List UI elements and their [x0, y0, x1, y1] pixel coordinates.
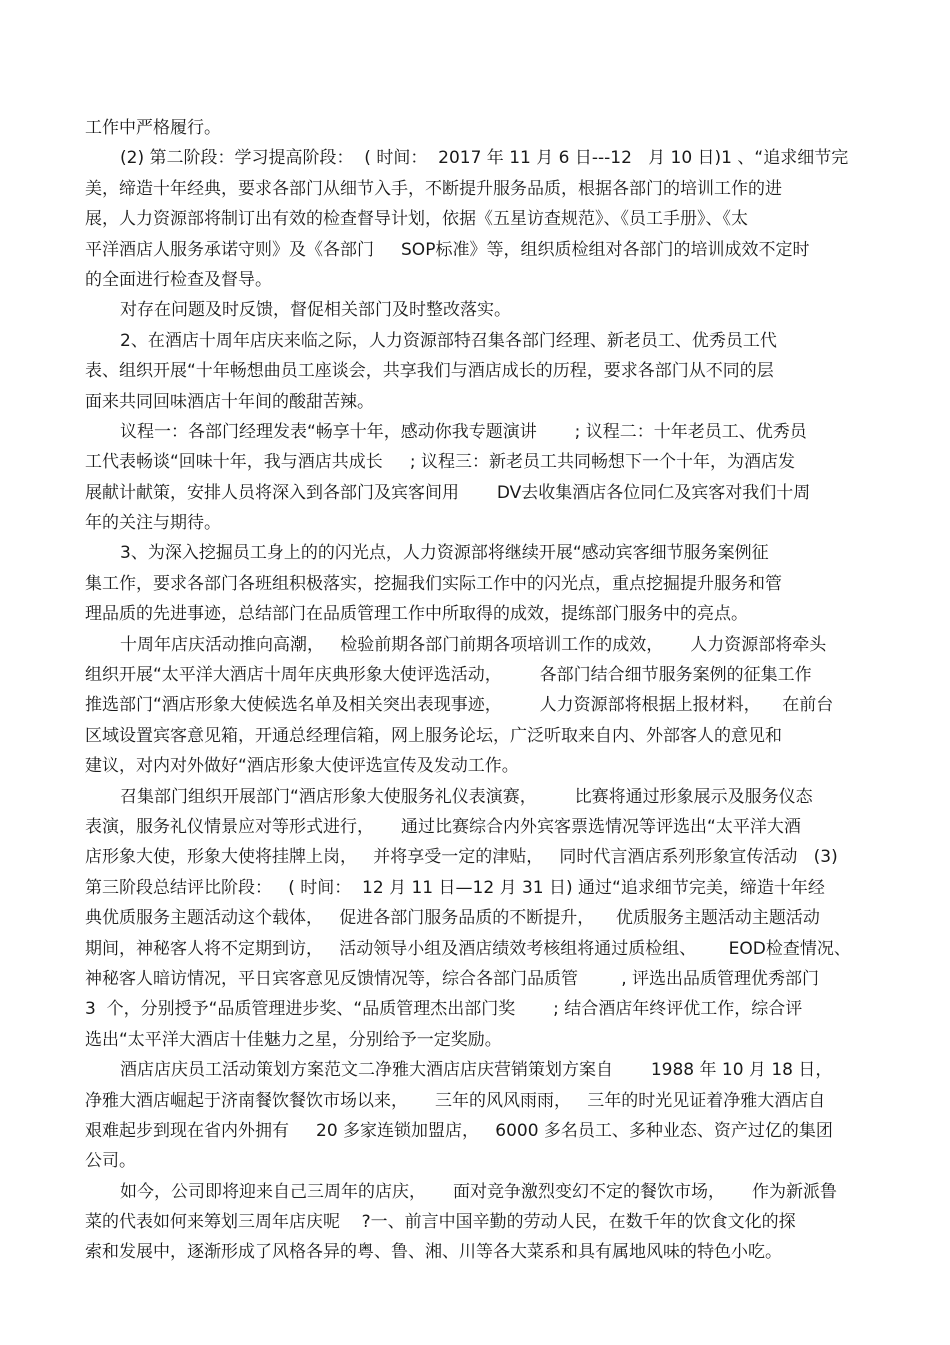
- text-line: 区域设置宾客意见箱，开通总经理信箱，网上服务论坛，广泛听取来自内、外部客人的意见和: [85, 725, 782, 746]
- document-page: [85, 113, 865, 1268]
- paragraph: [85, 630, 865, 782]
- paragraph: [85, 1055, 865, 1177]
- text-line: 表、组织开展“十年畅想曲员工座谈会，共享我们与酒店成长的历程，要求各部门从不同的层: [85, 361, 774, 382]
- paragraph: [85, 143, 865, 295]
- text-line: 3、为深入挖掘员工身上的的闪光点，人力资源部将继续开展“感动宾客细节服务案例征: [120, 543, 769, 564]
- text-line: 店形象大使，形象大使将挂牌上岗， 并将享受一定的津贴， 同时代言酒店系列形象宣传活动 (3): [85, 847, 838, 868]
- paragraph: [85, 326, 865, 417]
- text-line: 理品质的先进事迹，总结部门在品质管理工作中所取得的成效，提练部门服务中的亮点。: [85, 604, 748, 625]
- text-line: 推选部门“酒店形象大使候选名单及相关突出表现事迹， 人力资源部将根据上报材料， 在前台: [85, 695, 834, 716]
- text-line: 期间，神秘客人将不定期到访， 活动领导小组及酒店绩效考核组将通过质检组、 EOD检查情况、: [85, 938, 851, 959]
- text-line: 如今，公司即将迎来自己三周年的店庆， 面对竞争激烈变幻不定的餐饮市场， 作为新派鲁: [120, 1181, 838, 1202]
- paragraph: [85, 1177, 865, 1268]
- text-line: (2) 第二阶段：学习提高阶段： ( 时间： 2017 年 11 月 6 日---12 月 10 日)1 、“追求细节完: [120, 148, 849, 169]
- text-line: 集工作，要求各部门各班组积极落实，挖掘我们实际工作中的闪光点，重点挖掘提升服务和管: [85, 573, 782, 594]
- text-line: 年的关注与期待。: [85, 513, 221, 534]
- text-line: 面来共同回味酒店十年间的酸甜苦辣。: [85, 391, 374, 412]
- text-line: 选出“太平洋大酒店十佳魅力之星，分别给予一定奖励。: [85, 1029, 502, 1050]
- text-line: 建议，对内对外做好“酒店形象大使评选宣传及发动工作。: [85, 756, 519, 777]
- text-line: 美，缔造十年经典，要求各部门从细节入手，不断提升服务品质，根据各部门的培训工作的进: [85, 178, 782, 199]
- text-line: 对存在问题及时反馈，督促相关部门及时整改落实。: [120, 300, 511, 321]
- text-line: 工代表畅谈“回味十年，我与酒店共成长 ; 议程三：新老员工共同畅想下一个十年，为酒店发: [85, 452, 795, 473]
- text-line: 十周年店庆活动推向高潮， 检验前期各部门前期各项培训工作的成效， 人力资源部将牵头: [120, 634, 827, 655]
- text-line: 的全面进行检查及督导。: [85, 269, 272, 290]
- text-line: 平洋酒店人服务承诺守则》及《各部门 SOP标准》等，组织质检组对各部门的培训成效不定时: [85, 239, 810, 260]
- text-line: 酒店店庆员工活动策划方案范文二净雅大酒店店庆营销策划方案自 1988 年 10 月 18 日，: [120, 1060, 833, 1081]
- text-line: 公司。: [85, 1151, 136, 1172]
- text-line: 表演，服务礼仪情景应对等形式进行， 通过比赛综合内外宾客票选情况等评选出“太平洋大酒: [85, 816, 801, 837]
- paragraph: [85, 113, 865, 143]
- paragraph: [85, 417, 865, 539]
- text-line: 第三阶段总结评比阶段： ( 时间： 12 月 11 日—12 月 31 日) 通过“追求细节完美，缔造十年经: [85, 877, 825, 898]
- text-line: 召集部门组织开展部门“酒店形象大使服务礼仪表演赛， 比赛将通过形象展示及服务仪态: [120, 786, 813, 807]
- text-line: 索和发展中，逐渐形成了风格各异的粤、鲁、湘、川等各大菜系和具有属地风味的特色小吃。: [85, 1242, 782, 1263]
- text-line: 组织开展“太平洋大酒店十周年庆典形象大使评选活动， 各部门结合细节服务案例的征集工作: [85, 665, 812, 686]
- text-line: 菜的代表如何来筹划三周年店庆呢 ?一、前言中国辛勤的劳动人民，在数千年的饮食文化的探: [85, 1212, 796, 1233]
- text-line: 展，人力资源部将制订出有效的检查督导计划，依据《五星访查规范》、《员工手册》、《太: [85, 209, 748, 230]
- paragraph: [85, 782, 865, 1056]
- text-line: 艰难起步到现在省内外拥有 20 多家连锁加盟店， 6000 多名员工、多种业态、资产过亿的集团: [85, 1120, 833, 1141]
- text-line: 神秘客人暗访情况，平日宾客意见反馈情况等，综合各部门品质管 , 评选出品质管理优秀部门: [85, 968, 820, 989]
- text-line: 3 个，分别授予“品质管理进步奖、“品质管理杰出部门奖 ; 结合酒店年终评优工作，综合评: [85, 999, 803, 1020]
- text-line: 展献计献策，安排人员将深入到各部门及宾客间用 DV去收集酒店各位同仁及宾客对我们十周: [85, 482, 811, 503]
- text-line: 议程一：各部门经理发表“畅享十年，感动你我专题演讲 ; 议程二：十年老员工、优秀员: [120, 421, 807, 442]
- paragraph: [85, 295, 865, 325]
- text-line: 2、在酒店十周年店庆来临之际，人力资源部特召集各部门经理、新老员工、优秀员工代: [120, 330, 777, 351]
- text-line: 工作中严格履行。: [85, 118, 221, 138]
- text-line: 净雅大酒店崛起于济南餐饮餐饮市场以来， 三年的风风雨雨， 三年的时光见证着净雅大酒店自: [85, 1090, 826, 1111]
- text-line: 典优质服务主题活动这个载体， 促进各部门服务品质的不断提升， 优质服务主题活动主题活动: [85, 908, 820, 929]
- paragraph: [85, 538, 865, 629]
